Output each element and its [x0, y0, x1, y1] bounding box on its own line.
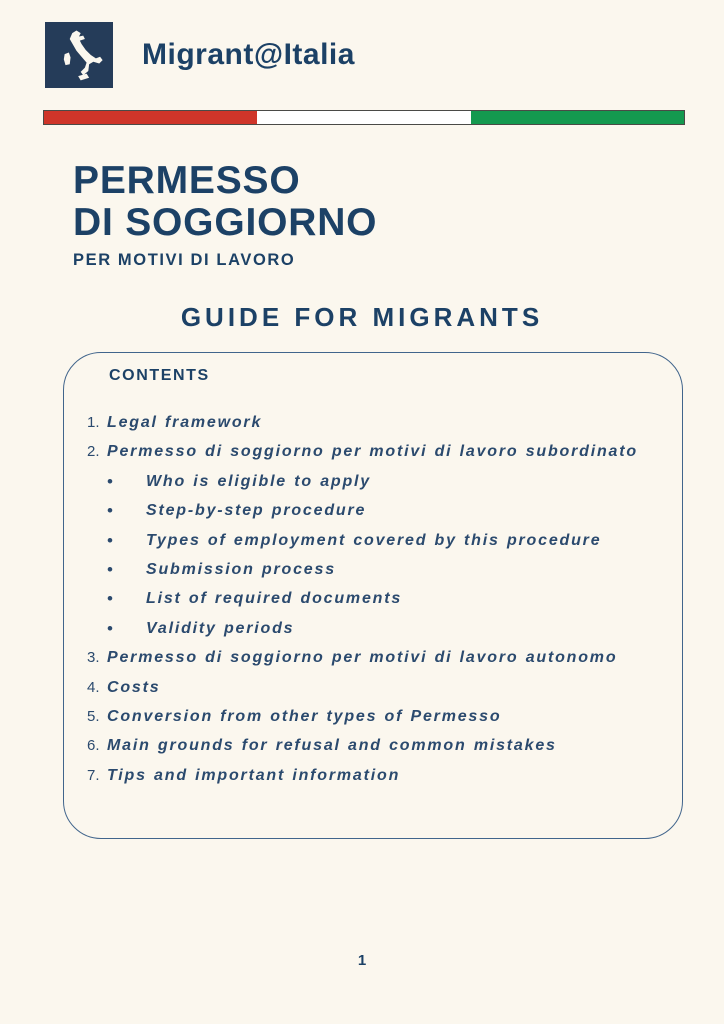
- page-title-line2: DI SOGGIORNO: [73, 201, 378, 244]
- contents-item-text: Step-by-step procedure: [146, 502, 367, 520]
- bullet-icon: •: [107, 471, 113, 491]
- contents-item: [87, 584, 654, 613]
- item-number: 4.: [87, 678, 100, 696]
- contents-item-text: List of required documents: [146, 590, 403, 608]
- contents-item: [87, 526, 654, 555]
- page-number: 1: [357, 952, 367, 969]
- item-number: 1.: [87, 414, 100, 431]
- item-number: 5.: [87, 708, 100, 726]
- bullet-icon: •: [107, 618, 113, 638]
- item-number: 3.: [87, 649, 100, 667]
- contents-item: [87, 761, 654, 790]
- guide-heading: GUIDE FOR MIGRANTS: [180, 302, 544, 332]
- contents-item-text: Permesso di soggiorno per motivi di lavoro autonomo: [107, 649, 618, 667]
- contents-item: [87, 673, 654, 702]
- contents-item-text: Validity periods: [146, 619, 295, 637]
- contents-item-text: Tips and important information: [107, 766, 401, 784]
- contents-item: [87, 555, 654, 584]
- contents-item-text: Types of employment covered by this procedure: [146, 531, 602, 549]
- contents-item-text: Main grounds for refusal and common mistakes: [107, 737, 557, 755]
- brand-name: Migrant@Italia: [142, 38, 355, 71]
- contents-item: [87, 408, 654, 437]
- flag-red-segment: [44, 111, 257, 124]
- bullet-icon: •: [107, 501, 113, 521]
- contents-item-text: Costs: [107, 678, 161, 696]
- header: [45, 22, 355, 88]
- italy-map-icon: [52, 28, 106, 82]
- page-subtitle: PER MOTIVI DI LAVORO: [73, 251, 296, 269]
- bullet-icon: •: [107, 589, 113, 609]
- contents-title: CONTENTS: [109, 367, 210, 384]
- flag-white-segment: [257, 111, 470, 124]
- title-block: [73, 160, 377, 270]
- contents-item-text: Legal framework: [107, 414, 263, 431]
- page-title-line1: PERMESSO: [73, 159, 301, 202]
- italy-flag-bar: [43, 110, 685, 125]
- page-title: [73, 160, 377, 244]
- contents-item-text: Who is eligible to apply: [146, 472, 371, 490]
- contents-item-text: Conversion from other types of Permesso: [107, 708, 502, 726]
- contents-item: [87, 467, 654, 496]
- bullet-icon: •: [107, 560, 113, 580]
- contents-item-text: Permesso di soggiorno per motivi di lavoro subordinato: [107, 443, 638, 461]
- contents-item: [87, 437, 654, 466]
- brand-logo: [45, 22, 113, 88]
- flag-green-segment: [471, 111, 684, 124]
- contents-list: [87, 408, 654, 790]
- bullet-icon: •: [107, 530, 113, 550]
- contents-item-text: Submission process: [146, 561, 336, 579]
- contents-item: [87, 496, 654, 525]
- contents-item: [87, 702, 654, 731]
- contents-box: [63, 352, 683, 839]
- item-number: 2.: [87, 443, 100, 461]
- item-number: 6.: [87, 737, 100, 755]
- contents-item: [87, 731, 654, 760]
- contents-item: [87, 614, 654, 643]
- item-number: 7.: [87, 766, 100, 784]
- contents-item: [87, 643, 654, 672]
